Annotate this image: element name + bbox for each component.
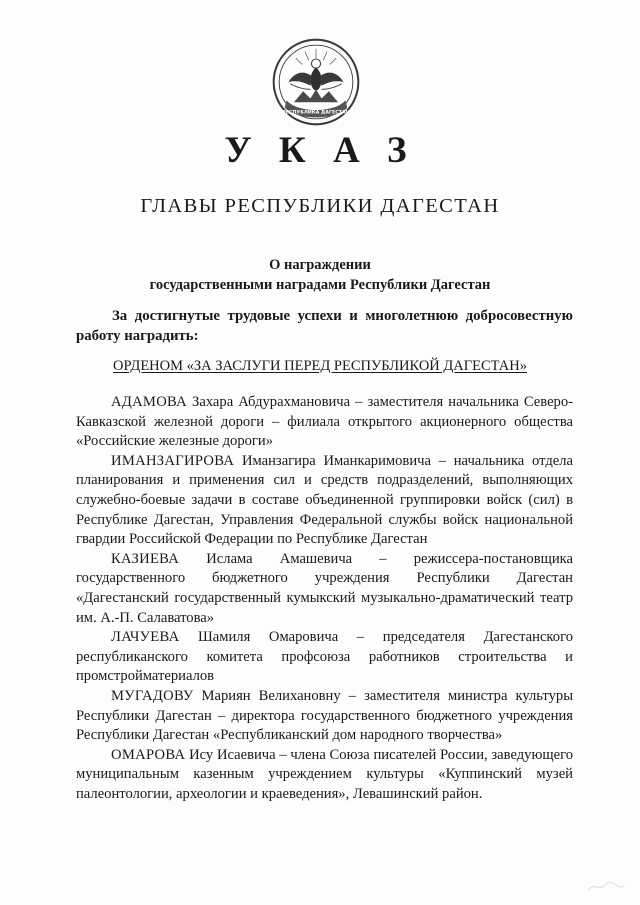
award-entry [76,687,573,746]
award-entry [76,746,573,805]
award-entry [76,628,573,687]
award-surname: КАЗИЕВА [111,550,180,567]
awards-list [76,393,573,804]
award-entry [76,393,573,452]
award-surname: АДАМОВА [111,394,188,410]
caption-line-1: О награждении [269,257,371,273]
award-surname: МУГАДОВУ [111,687,194,704]
award-details: Ислама Амашевича – режиссера-постановщика государственного бюджетного учреждения Республики Дагестан «Дагестанский государственный кумыкский музыкально-драматический театр им. А.-П. Салаватова» [76,550,573,626]
award-details: Шамиля Омаровича – председателя Дагестанского республиканского комитета профсоюза работников строительства и промстройматериалов [76,629,573,685]
award-details: Захара Абдурахмановича – заместителя начальника Северо-Кавказской железной дороги – филиала открытого акционерного общества «Российские железные дороги» [76,394,573,450]
award-entry [76,452,573,550]
award-surname: ЛАЧУЕВА [111,629,180,646]
emblem-ribbon-text: РЕСПУБЛИКА ДАГЕСТАН [282,110,350,116]
award-surname: ОМАРОВА [111,746,186,763]
order-name: ОРДЕНОМ «ЗА ЗАСЛУГИ ПЕРЕД РЕСПУБЛИКОЙ ДАГЕСТАН» [112,358,527,374]
intro-paragraph: За достигнутые трудовые успехи и многолетнюю добросовестную работу наградить: [76,308,573,344]
caption-line-2: государственными наградами Республики Дагестан [149,277,491,293]
award-details: Мариян Велихановну – заместителя министра культуры Республики Дагестан – директора государственного бюджетного учреждения Республики Дагестан «Республиканский дом народного творчества» [76,687,573,744]
document-subtitle: ГЛАВЫ РЕСПУБЛИКИ ДАГЕСТАН [140,195,500,217]
award-details: Иманзагира Иманкаримовича – начальника отдела планирования и применения сил и средств подразделений, выполняющих служебно-боевые задачи в составе объединенной группировки войск (сил) в Республике Дагестан, Управления Федеральной службы войск национальной гвардии Российской Федерации по Республике Дагестан [76,452,573,548]
award-surname: ИМАНЗАГИРОВА [111,452,235,469]
award-entry [76,550,573,628]
order-heading [0,356,640,376]
document-caption [0,255,640,295]
scan-mark-icon [586,878,626,894]
document-title: У К А З [224,130,416,171]
award-details: Ису Исаевича – члена Союза писателей России, заведующего муниципальным казенным учреждением культуры «Куппинский музей палеонтологии, археологии и краеведения», Левашинский район. [76,746,573,802]
coat-of-arms-icon [270,36,362,128]
